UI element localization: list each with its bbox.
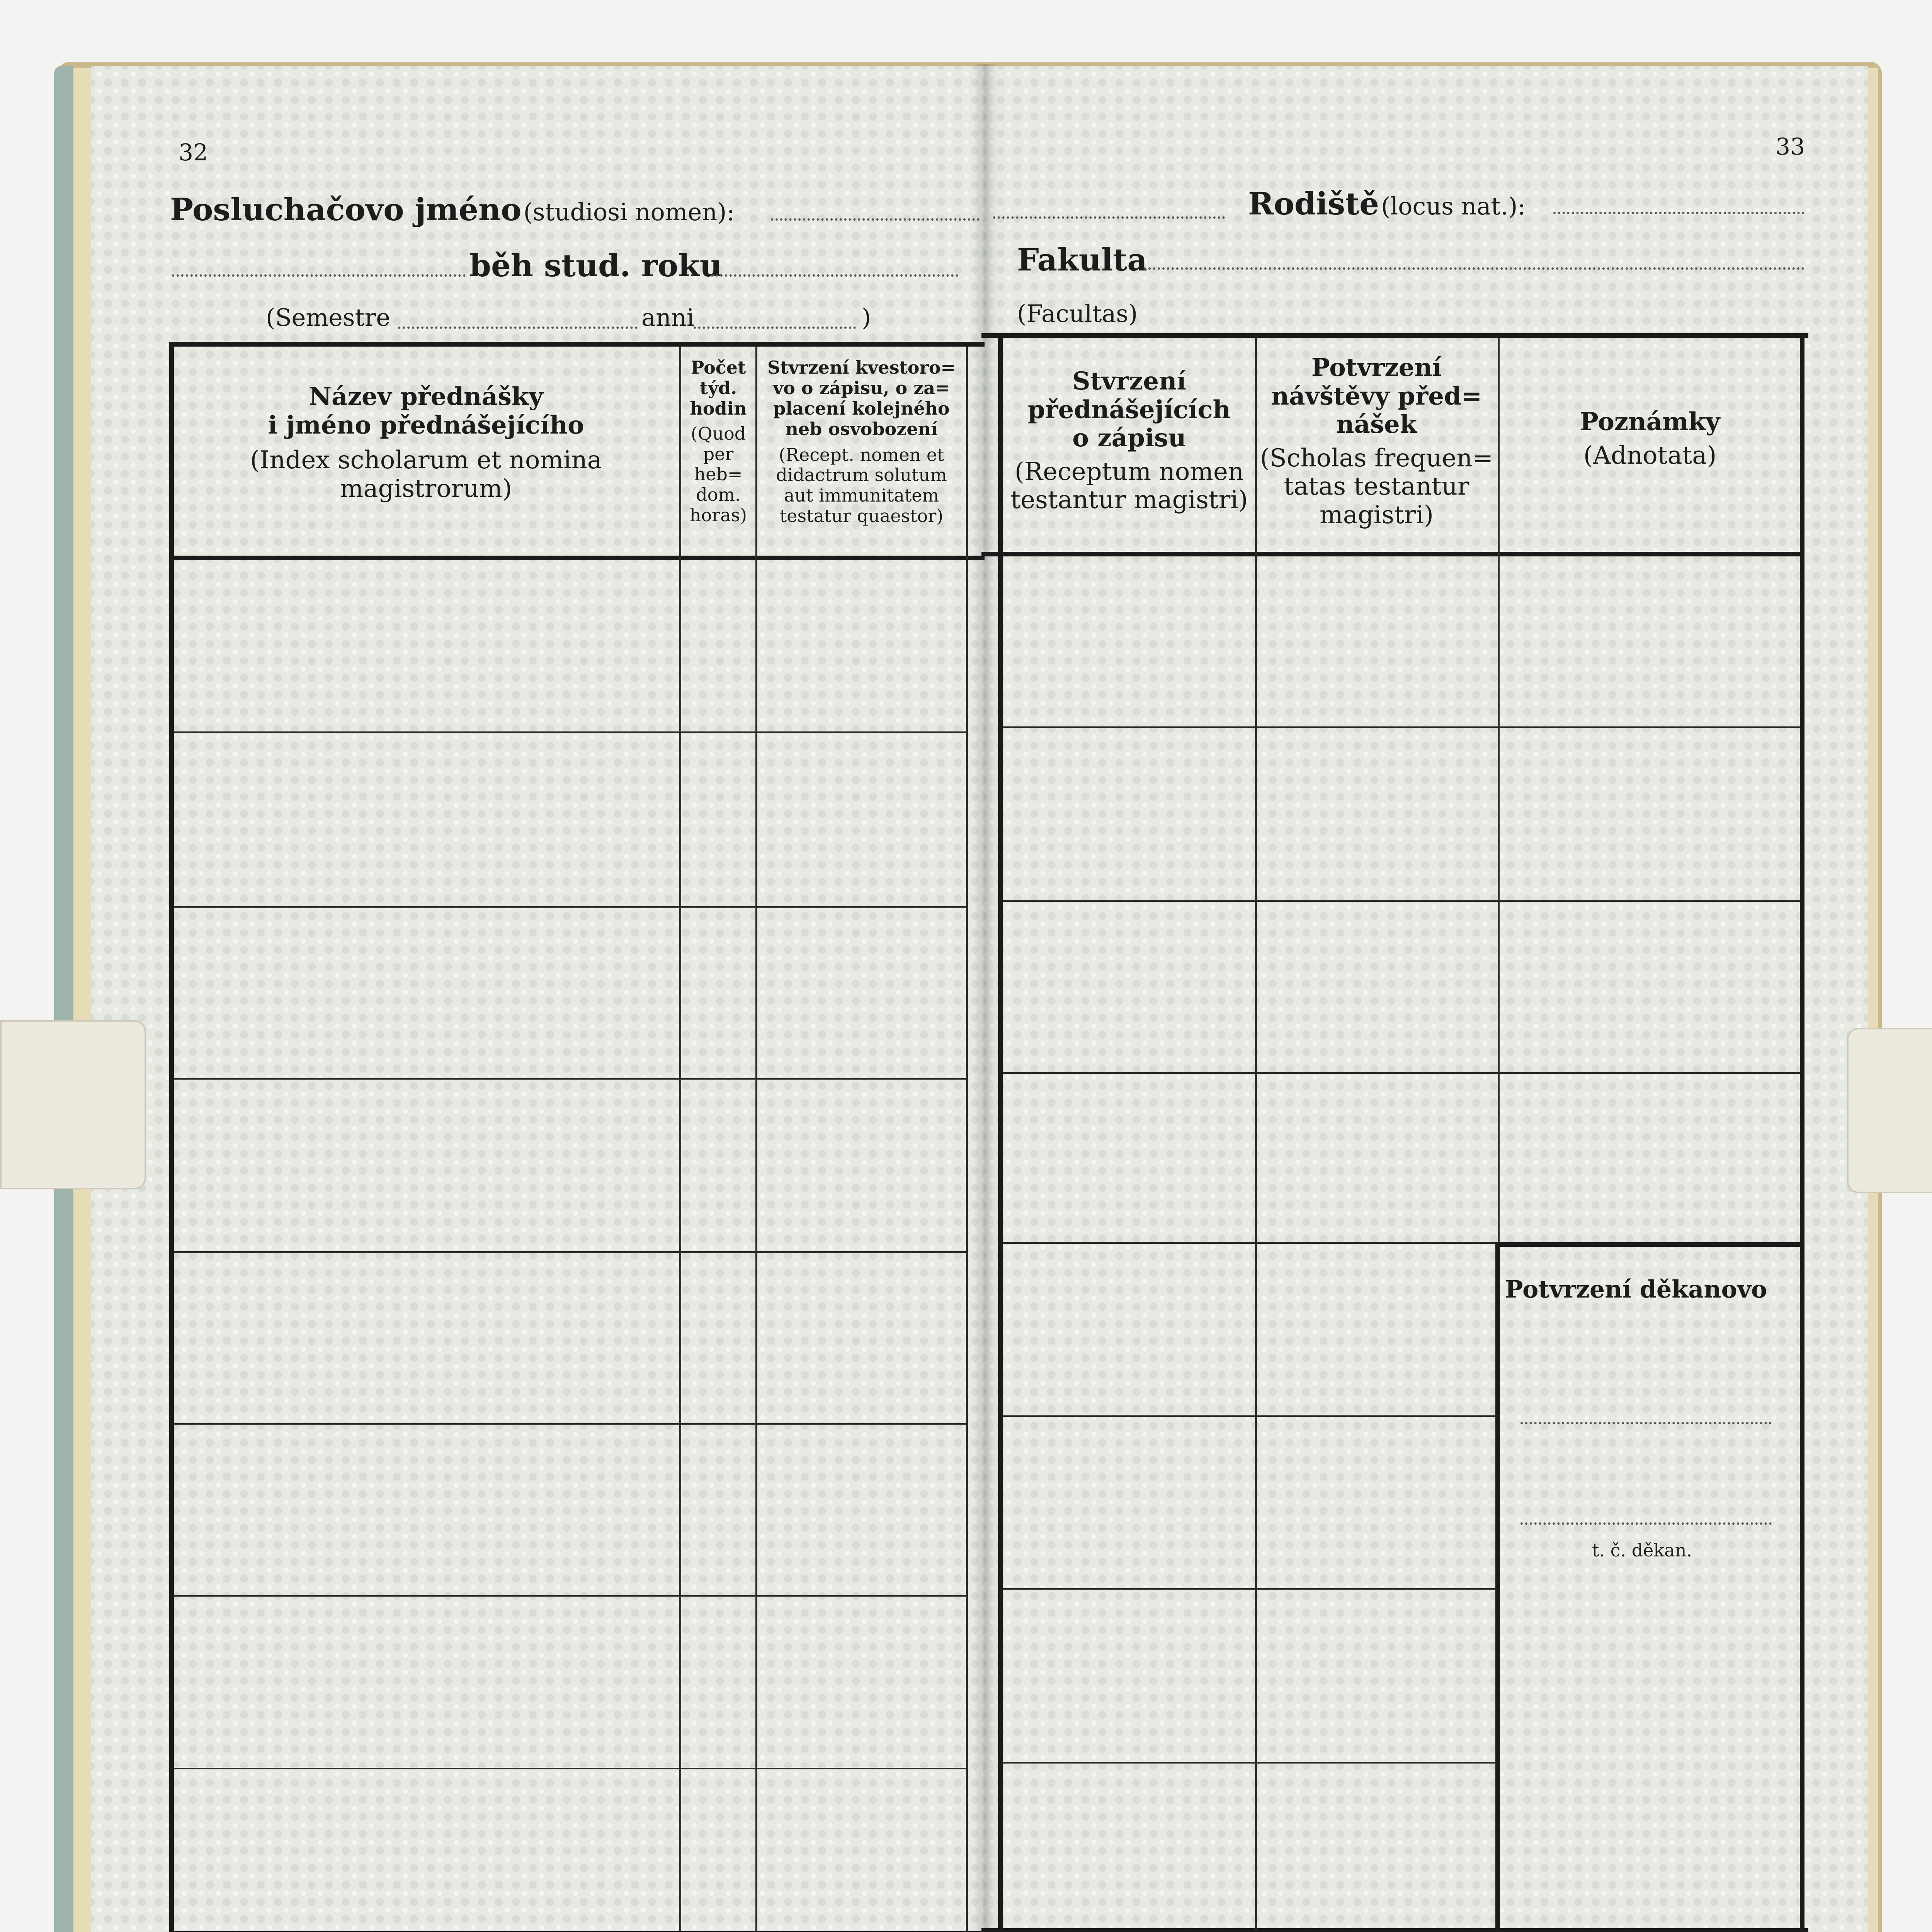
left-row-line bbox=[174, 906, 966, 908]
header-bursar-title-3: placení kolejného bbox=[773, 398, 950, 419]
header-attendance-title-1: Potvrzení bbox=[1311, 353, 1442, 382]
right-table-header-divider bbox=[981, 552, 1804, 556]
header-attendance-title-3: nášek bbox=[1336, 410, 1417, 439]
left-col-divider-3 bbox=[966, 347, 968, 1932]
header-hours-latin-2: per bbox=[703, 443, 734, 464]
dean-box-top-border bbox=[1495, 1242, 1804, 1247]
left-col-divider-2 bbox=[755, 347, 757, 1932]
anni-label: anni bbox=[641, 303, 694, 332]
header-notes-title: Poznámky bbox=[1580, 407, 1720, 436]
header-bursar-latin-1: (Recept. nomen et bbox=[779, 444, 944, 465]
dean-signature-line[interactable] bbox=[1520, 1522, 1772, 1525]
semester-close-paren: ) bbox=[862, 303, 871, 332]
student-name-latin: (studiosi nomen): bbox=[523, 198, 735, 226]
right-clip bbox=[1847, 1028, 1932, 1193]
header-hours-title-2: týd. bbox=[699, 377, 737, 398]
header-notes bbox=[1501, 408, 1799, 470]
header-enrollment-title-1: Stvrzení bbox=[1072, 367, 1186, 396]
dean-box-title: Potvrzení děkanovo bbox=[1505, 1275, 1767, 1303]
student-name-label: Posluchačovo jméno bbox=[170, 191, 522, 228]
right-page bbox=[983, 66, 1868, 1932]
header-lecture-name bbox=[176, 383, 676, 503]
faculty-field[interactable] bbox=[1144, 267, 1804, 270]
birthplace-label: Rodiště bbox=[1248, 185, 1379, 222]
header-bursar-latin-3: aut immunitatem bbox=[784, 485, 939, 506]
right-row-line bbox=[1003, 1762, 1497, 1764]
header-bursar-title-4: neb osvobození bbox=[785, 418, 938, 439]
header-hours-title-3: hodin bbox=[690, 398, 747, 419]
semester-field[interactable] bbox=[398, 327, 638, 329]
birthplace-field[interactable] bbox=[1553, 212, 1804, 214]
left-clip bbox=[0, 1020, 146, 1189]
study-year-label: běh stud. roku bbox=[469, 247, 722, 284]
left-row-line bbox=[174, 1595, 966, 1597]
header-bursar-latin-4: testatur quaestor) bbox=[779, 505, 944, 527]
anni-field[interactable] bbox=[694, 327, 856, 329]
right-col-divider-2 bbox=[1498, 338, 1500, 1246]
student-name-field[interactable] bbox=[771, 218, 980, 221]
left-table-header-divider bbox=[169, 556, 985, 560]
header-bursar-title-1: Stvrzení kvestoro= bbox=[767, 357, 956, 378]
header-weekly-hours bbox=[682, 357, 755, 526]
right-row-line bbox=[1003, 1415, 1497, 1417]
birthplace-latin: (locus nat.): bbox=[1381, 192, 1526, 220]
student-name-field-continued[interactable] bbox=[993, 216, 1225, 219]
left-row-line bbox=[174, 1423, 966, 1425]
header-enrollment-title-3: o zápisu bbox=[1072, 423, 1186, 453]
header-lecture-latin-2: magistrorum) bbox=[340, 474, 512, 503]
header-bursar-title-2: vo o zápisu, o za= bbox=[773, 377, 950, 398]
header-lecture-title-1: Název přednášky bbox=[309, 382, 543, 411]
left-row-line bbox=[174, 1768, 966, 1769]
right-col-divider-2-lower bbox=[1495, 1244, 1500, 1930]
study-year-field-after[interactable] bbox=[711, 274, 958, 277]
left-row-line bbox=[174, 1078, 966, 1080]
header-hours-title-1: Počet bbox=[690, 357, 746, 378]
left-col-divider-1 bbox=[679, 347, 681, 1932]
header-enrollment-latin-1: (Receptum nomen bbox=[1014, 457, 1244, 486]
header-hours-latin-5: horas) bbox=[689, 505, 747, 526]
header-enrollment-title-2: přednášejících bbox=[1028, 395, 1231, 424]
right-row-line bbox=[1003, 1072, 1800, 1074]
table-bottom-border-bridge bbox=[981, 1928, 1808, 1932]
header-lecture-latin-1: (Index scholarum et nomina bbox=[250, 446, 602, 475]
header-attendance-confirmation bbox=[1258, 354, 1495, 530]
header-bursar-confirmation bbox=[758, 357, 965, 526]
header-enrollment-latin-2: testantur magistri) bbox=[1010, 486, 1248, 515]
dean-box-line-1[interactable] bbox=[1520, 1422, 1772, 1424]
faculty-label: Fakulta bbox=[1017, 242, 1148, 278]
header-hours-latin-1: (Quod bbox=[690, 423, 746, 444]
right-table-left-border bbox=[998, 336, 1003, 1932]
right-col-divider-1 bbox=[1255, 338, 1257, 1930]
semester-label: (Semestre bbox=[266, 303, 390, 332]
header-notes-latin: (Adnotata) bbox=[1583, 441, 1717, 470]
right-row-line bbox=[1003, 1588, 1497, 1590]
page-number-left: 32 bbox=[179, 139, 208, 166]
left-row-line bbox=[174, 1251, 966, 1253]
header-bursar-latin-2: didactrum solutum bbox=[776, 464, 947, 486]
table-top-border-bridge bbox=[981, 333, 1808, 338]
header-attendance-latin-2: tatas testantur bbox=[1284, 472, 1469, 501]
dean-signature-caption: t. č. děkan. bbox=[1592, 1540, 1692, 1561]
header-lecturer-enrollment bbox=[1005, 367, 1254, 515]
left-row-line bbox=[174, 731, 966, 733]
header-attendance-title-2: návštěvy před= bbox=[1271, 381, 1482, 411]
right-row-line bbox=[1003, 900, 1800, 902]
header-lecture-title-2: i jméno přednášejícího bbox=[268, 410, 584, 440]
right-row-line bbox=[1003, 1242, 1497, 1244]
right-table-right-border bbox=[1800, 333, 1804, 1932]
header-attendance-latin-3: magistri) bbox=[1320, 500, 1434, 529]
header-attendance-latin-1: (Scholas frequen= bbox=[1260, 444, 1493, 473]
left-registration-table bbox=[169, 342, 985, 1932]
birthplace-row bbox=[1248, 185, 1526, 222]
study-year-field-before[interactable] bbox=[172, 274, 466, 277]
page-number-right: 33 bbox=[1776, 133, 1805, 160]
header-hours-latin-3: heb= bbox=[694, 464, 743, 485]
faculty-latin: (Facultas) bbox=[1017, 299, 1138, 328]
header-hours-latin-4: dom. bbox=[696, 484, 741, 505]
right-row-line bbox=[1003, 726, 1800, 728]
student-name-row bbox=[170, 191, 735, 228]
